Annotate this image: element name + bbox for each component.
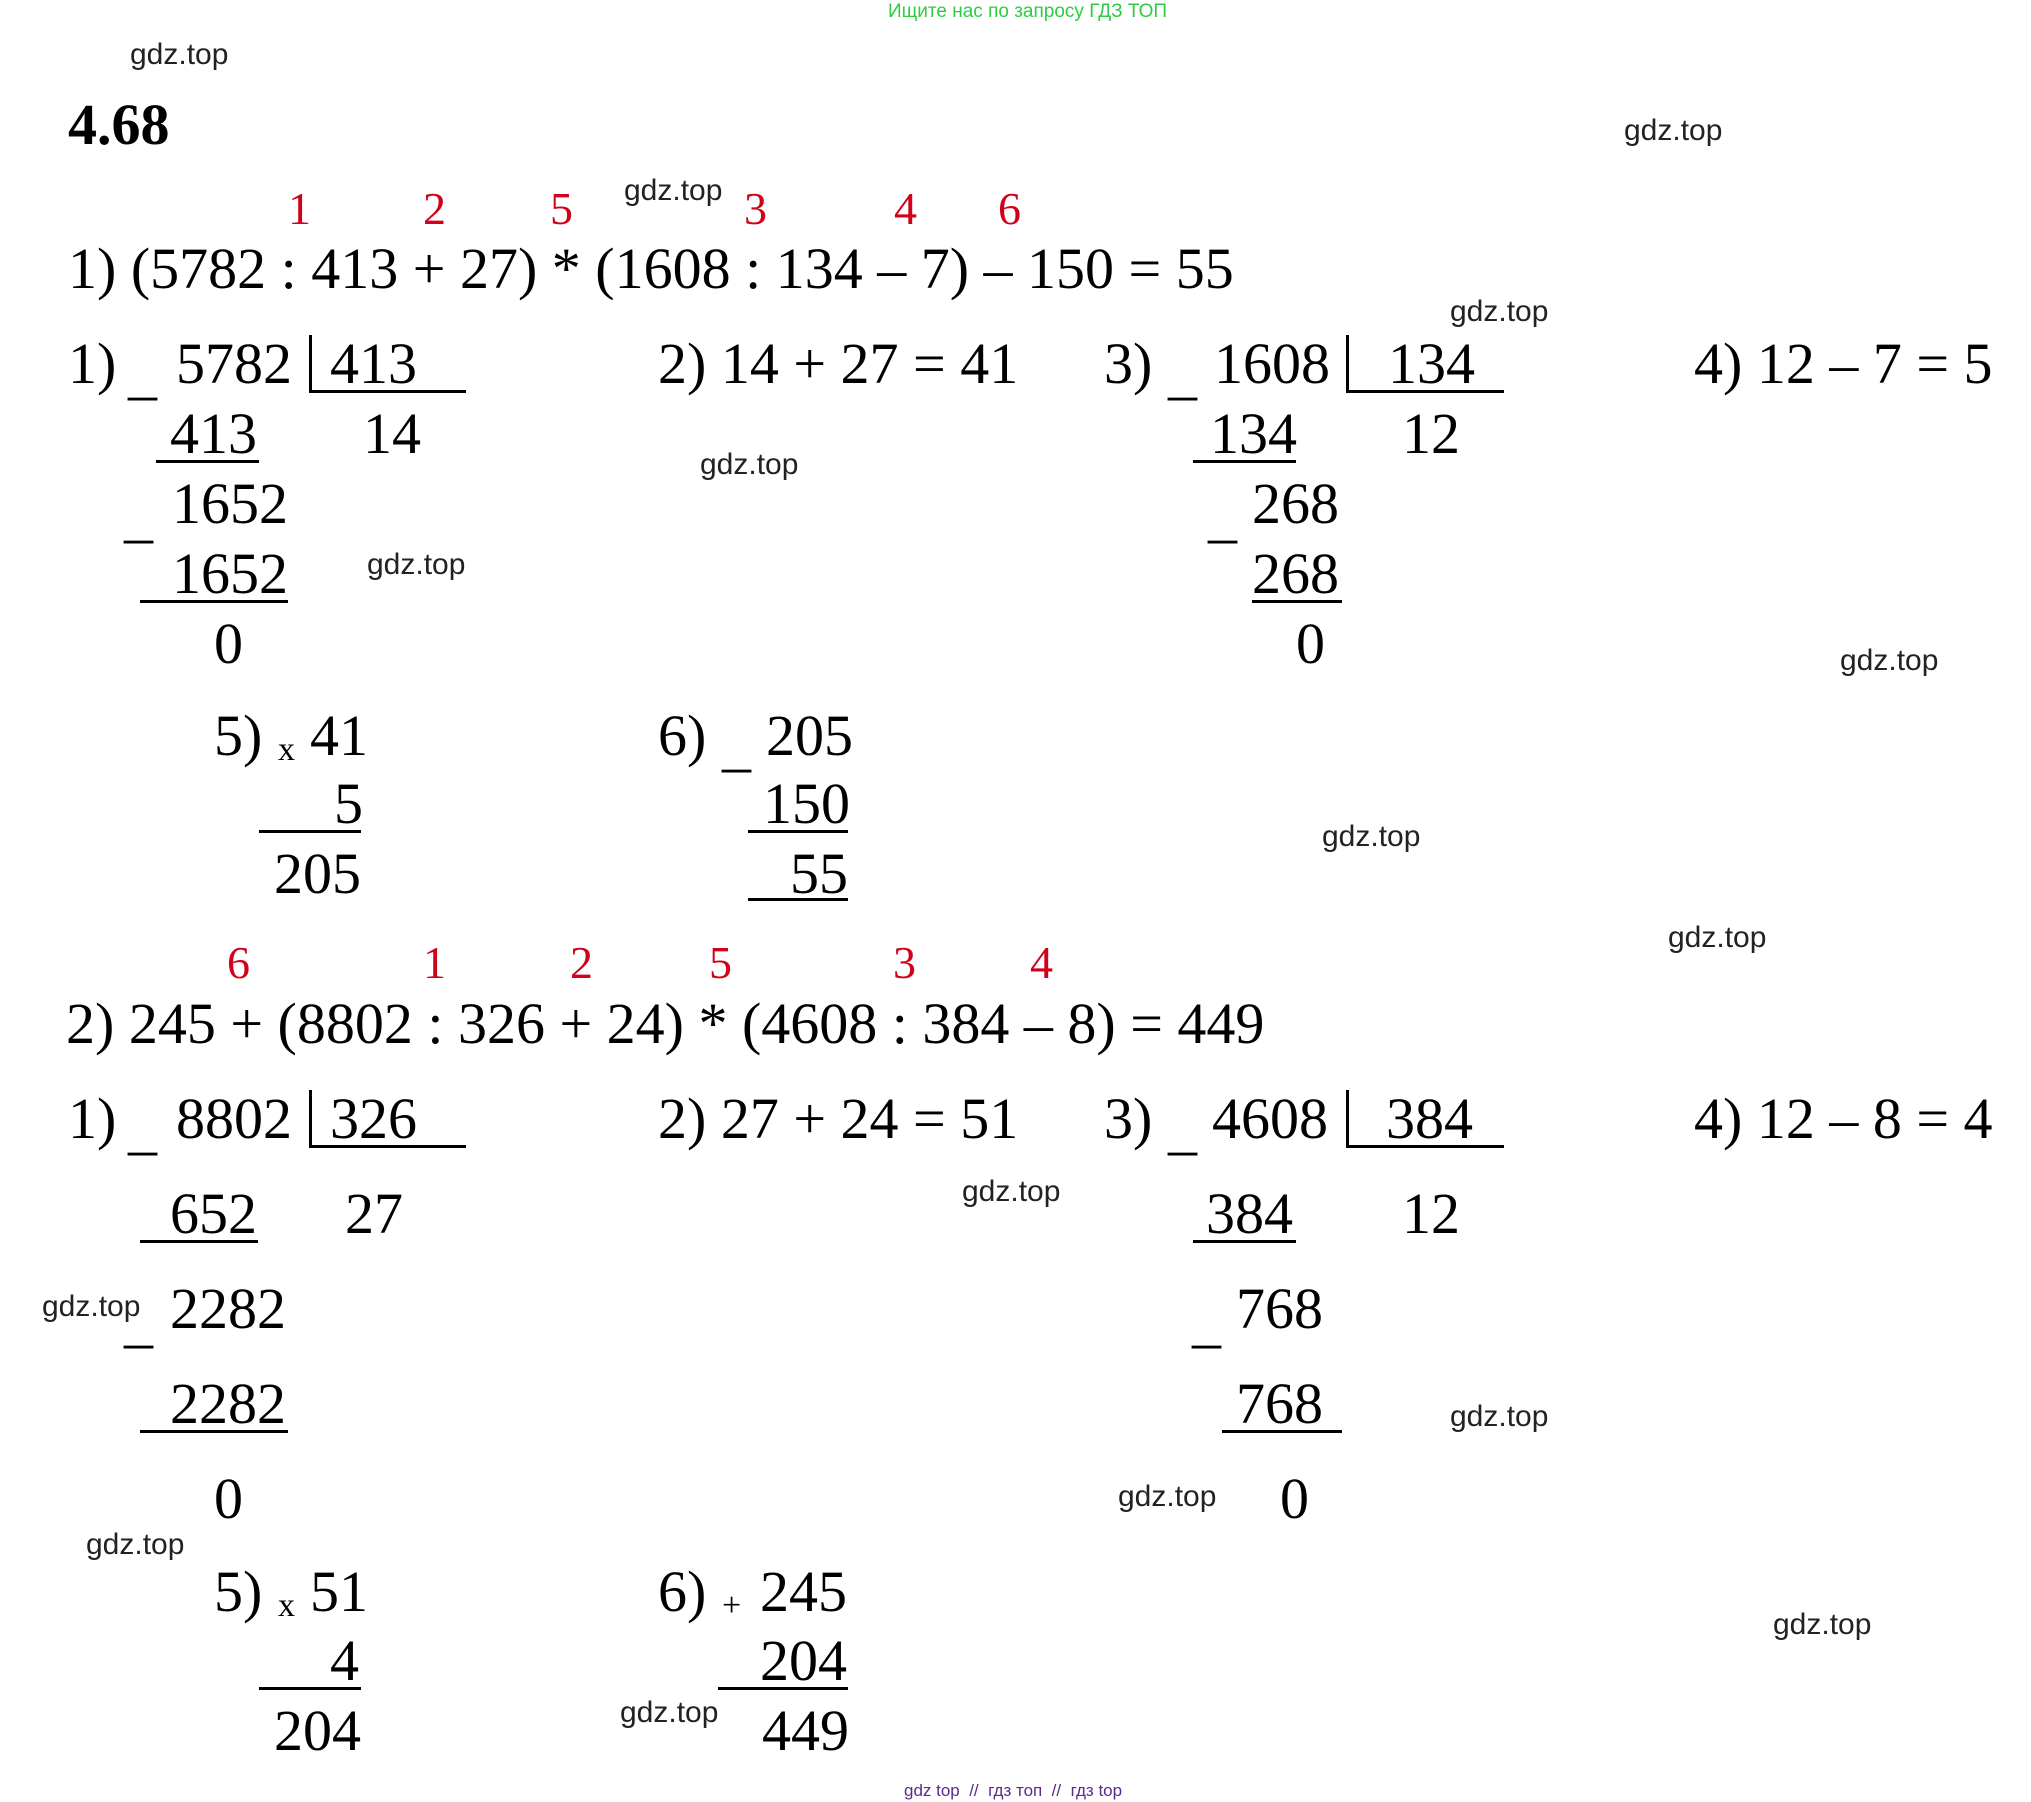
footer-links: gdz top // гдз топ // гдз top: [904, 1781, 1123, 1800]
minus-sign: _: [124, 1289, 153, 1354]
underline: [140, 1430, 288, 1433]
dividend: 5782: [176, 331, 292, 396]
minus-sign: _: [124, 484, 153, 549]
step-label: 1): [68, 1086, 117, 1151]
dividend: 4608: [1212, 1086, 1328, 1151]
watermark-text: gdz.top: [130, 38, 229, 71]
order-number: 1: [288, 183, 311, 234]
times-sign: x: [278, 731, 295, 768]
result: 0: [1296, 611, 1325, 676]
difference: 55: [790, 841, 848, 906]
minus-sign: _: [1168, 341, 1197, 406]
subtrahend: 768: [1236, 1371, 1323, 1436]
step-label: 5): [214, 1559, 263, 1624]
divisor-underline: [1346, 1145, 1504, 1148]
order-number: 2: [423, 183, 446, 234]
subtrahend: 384: [1206, 1181, 1293, 1246]
result: 0: [1280, 1466, 1309, 1531]
result: 0: [214, 1466, 243, 1531]
divisor-underline: [1346, 390, 1504, 393]
watermark-text: gdz.top: [700, 448, 799, 481]
division-bar: [309, 335, 312, 391]
step-label: 6): [658, 1559, 707, 1624]
subtraction-step: 4) 12 – 8 = 4: [1694, 1086, 1993, 1151]
order-number: 6: [998, 183, 1021, 234]
result: 0: [214, 611, 243, 676]
product: 205: [274, 841, 361, 906]
watermark-text: gdz.top: [1322, 820, 1421, 853]
watermark-text: gdz.top: [1840, 644, 1939, 677]
step-label: 1): [68, 331, 117, 396]
divisor: 326: [330, 1086, 417, 1151]
remainder: 1652: [172, 471, 288, 536]
subtrahend: 150: [763, 771, 850, 836]
divisor: 384: [1386, 1086, 1473, 1151]
watermark-text: gdz.top: [367, 548, 466, 581]
order-number: 3: [744, 183, 767, 234]
underline: [259, 1687, 361, 1690]
remainder: 268: [1252, 471, 1339, 536]
subtrahend: 268: [1252, 541, 1339, 606]
minus-sign: _: [1168, 1096, 1197, 1161]
underline: [1222, 1430, 1342, 1433]
order-number: 2: [570, 937, 593, 988]
watermark-text: gdz.top: [624, 174, 723, 207]
division-bar: [309, 1090, 312, 1146]
watermark-text: gdz.top: [1624, 114, 1723, 147]
addition-step: 2) 14 + 27 = 41: [658, 331, 1019, 396]
factor: 4: [330, 1628, 359, 1693]
underline: [259, 830, 361, 833]
addend: 245: [760, 1559, 847, 1624]
underline: [748, 898, 848, 901]
quotient: 12: [1402, 401, 1460, 466]
watermark-text: gdz.top: [962, 1175, 1061, 1208]
order-number: 5: [709, 937, 732, 988]
quotient: 14: [363, 401, 421, 466]
watermark-text: gdz.top: [42, 1290, 141, 1323]
order-number: 1: [423, 937, 446, 988]
quotient: 12: [1402, 1181, 1460, 1246]
subtrahend: 134: [1210, 401, 1297, 466]
factor: 51: [310, 1559, 368, 1624]
underline: [156, 460, 259, 463]
watermark-text: gdz.top: [86, 1528, 185, 1561]
minus-sign: _: [128, 1096, 157, 1161]
minus-sign: _: [1208, 484, 1237, 549]
underline: [1252, 600, 1342, 603]
step-label: 5): [214, 703, 263, 768]
underline: [1193, 460, 1296, 463]
subtrahend: 2282: [170, 1371, 286, 1436]
factor: 41: [310, 703, 368, 768]
divisor-underline: [309, 390, 466, 393]
minus-sign: _: [722, 713, 751, 778]
underline: [140, 600, 288, 603]
watermark-text: gdz.top: [1450, 1400, 1549, 1433]
subtrahend: 413: [170, 401, 257, 466]
underline: [748, 830, 848, 833]
order-number: 4: [1030, 937, 1053, 988]
step-label: 3): [1104, 331, 1153, 396]
divisor: 134: [1388, 331, 1475, 396]
addition-step: 2) 27 + 24 = 51: [658, 1086, 1019, 1151]
order-number: 5: [550, 183, 573, 234]
dividend: 8802: [176, 1086, 292, 1151]
sum: 449: [762, 1698, 849, 1763]
watermark-text: gdz.top: [1450, 295, 1549, 328]
factor: 5: [334, 771, 363, 836]
underline: [1193, 1240, 1296, 1243]
minuend: 205: [766, 703, 853, 768]
watermark-text: gdz.top: [1668, 921, 1767, 954]
division-bar: [1346, 1090, 1349, 1146]
minus-sign: _: [128, 341, 157, 406]
remainder: 768: [1236, 1276, 1323, 1341]
dividend: 1608: [1214, 331, 1330, 396]
order-number: 4: [894, 183, 917, 234]
expression: 2) 245 + (8802 : 326 + 24) * (4608 : 384 – 8) = 449: [66, 991, 1265, 1056]
expression: 1) (5782 : 413 + 27) * (1608 : 134 – 7) – 150 = 55: [68, 236, 1234, 301]
order-number: 3: [893, 937, 916, 988]
subtraction-step: 4) 12 – 7 = 5: [1694, 331, 1993, 396]
order-number: 6: [227, 937, 250, 988]
underline: [718, 1687, 848, 1690]
quotient: 27: [345, 1181, 403, 1246]
times-sign: x: [278, 1587, 295, 1624]
search-banner: Ищите нас по запросу ГДЗ ТОП: [888, 1, 1168, 22]
underline: [140, 1240, 258, 1243]
addend: 204: [760, 1628, 847, 1693]
watermark-text: gdz.top: [1118, 1480, 1217, 1513]
watermark-text: gdz.top: [620, 1696, 719, 1729]
division-bar: [1346, 335, 1349, 391]
step-label: 6): [658, 703, 707, 768]
divisor: 413: [330, 331, 417, 396]
subtrahend: 652: [170, 1181, 257, 1246]
divisor-underline: [309, 1145, 466, 1148]
step-label: 3): [1104, 1086, 1153, 1151]
product: 204: [274, 1698, 361, 1763]
problem-number: 4.68: [68, 92, 170, 157]
watermark-text: gdz.top: [1773, 1608, 1872, 1641]
subtrahend: 1652: [172, 541, 288, 606]
minus-sign: _: [1192, 1289, 1221, 1354]
plus-sign: +: [722, 1587, 742, 1624]
remainder: 2282: [170, 1276, 286, 1341]
